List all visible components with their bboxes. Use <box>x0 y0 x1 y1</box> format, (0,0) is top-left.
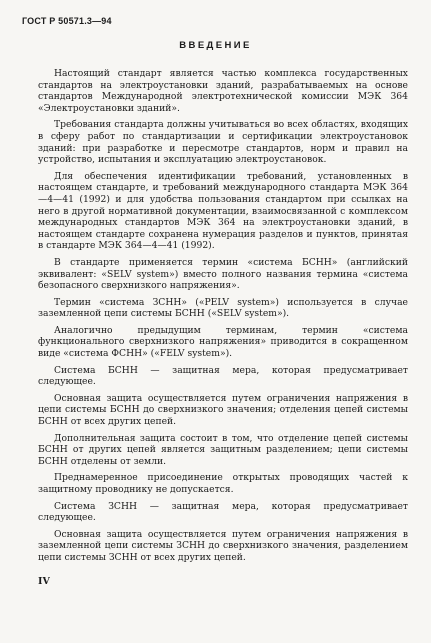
paragraph: Основная защита осуществляется путем ограничения напряжения в заземленной цепи системы ЗСНН до сверхнизкого значения, разделением цепи системы ЗСНН от всех других цепей. <box>38 528 408 563</box>
paragraph: Требования стандарта должны учитываться во всех областях, входящих в сферу работ по стандартизации и сертификации электроустановок зданий: при разработке и пересмотре стандартов, норм и правил на устройство, испытания и эксплуатацию электроустановок. <box>38 119 408 166</box>
paragraph: Настоящий стандарт является частью комплекса государственных стандартов на электроустановки зданий, разрабатываемых на основе стандартов Международной электротехнической комиссии МЭК 364 «Электроустановки зданий». <box>38 68 408 114</box>
paragraph: Дополнительная защита состоит в том, что отделение цепей системы БСНН от других цепей является защитным разделением; цепи системы БСНН отделены от земли. <box>38 432 408 467</box>
paragraph: Преднамеренное присоединение открытых проводящих частей к защитному проводнику не допускается. <box>38 472 408 495</box>
document-body <box>38 68 408 569</box>
paragraph: Система БСНН — защитная мера, которая предусматривает следующее. <box>38 364 408 388</box>
page-title: ВВЕДЕНИЕ <box>179 40 252 51</box>
paragraph: В стандарте применяется термин «система БСНН» (английский эквивалент: «SELV system») вместо полного названия термина «система безопасного сверхнизкого напряжения». <box>38 256 408 292</box>
paragraph: Для обеспечения идентификации требований, установленных в настоящем стандарте, и требований международного стандарта МЭК 364—4—41 (1992) и для удобства пользования стандартом при ссылках на него в другой нормативной документации, взаимосвязанной с комплексом международных стандартов МЭК 364 на электроустановки зданий, в настоящем стандарте сохранена нумерация разделов и пунктов, принятая в стандарте МЭК 364—4—41 (1992). <box>38 170 408 252</box>
paragraph: Основная защита осуществляется путем ограничения напряжения в цепи системы БСНН до сверхнизкого значения; отделения цепей системы БСНН от всех других цепей. <box>38 392 408 428</box>
paragraph: Система ЗСНН — защитная мера, которая предусматривает следующее. <box>38 500 408 524</box>
standard-code: ГОСТ Р 50571.3—94 <box>22 16 112 26</box>
paragraph: Аналогично предыдущим терминам, термин «система функционального сверхнизкого напряжения» приводится в сокращенном виде «система ФСНН» («FELV system»). <box>38 324 408 360</box>
page-number: IV <box>38 576 50 587</box>
paragraph: Термин «система ЗСНН» («PELV system») используется в случае заземленной цепи системы БСНН («SELV system»). <box>38 296 408 320</box>
